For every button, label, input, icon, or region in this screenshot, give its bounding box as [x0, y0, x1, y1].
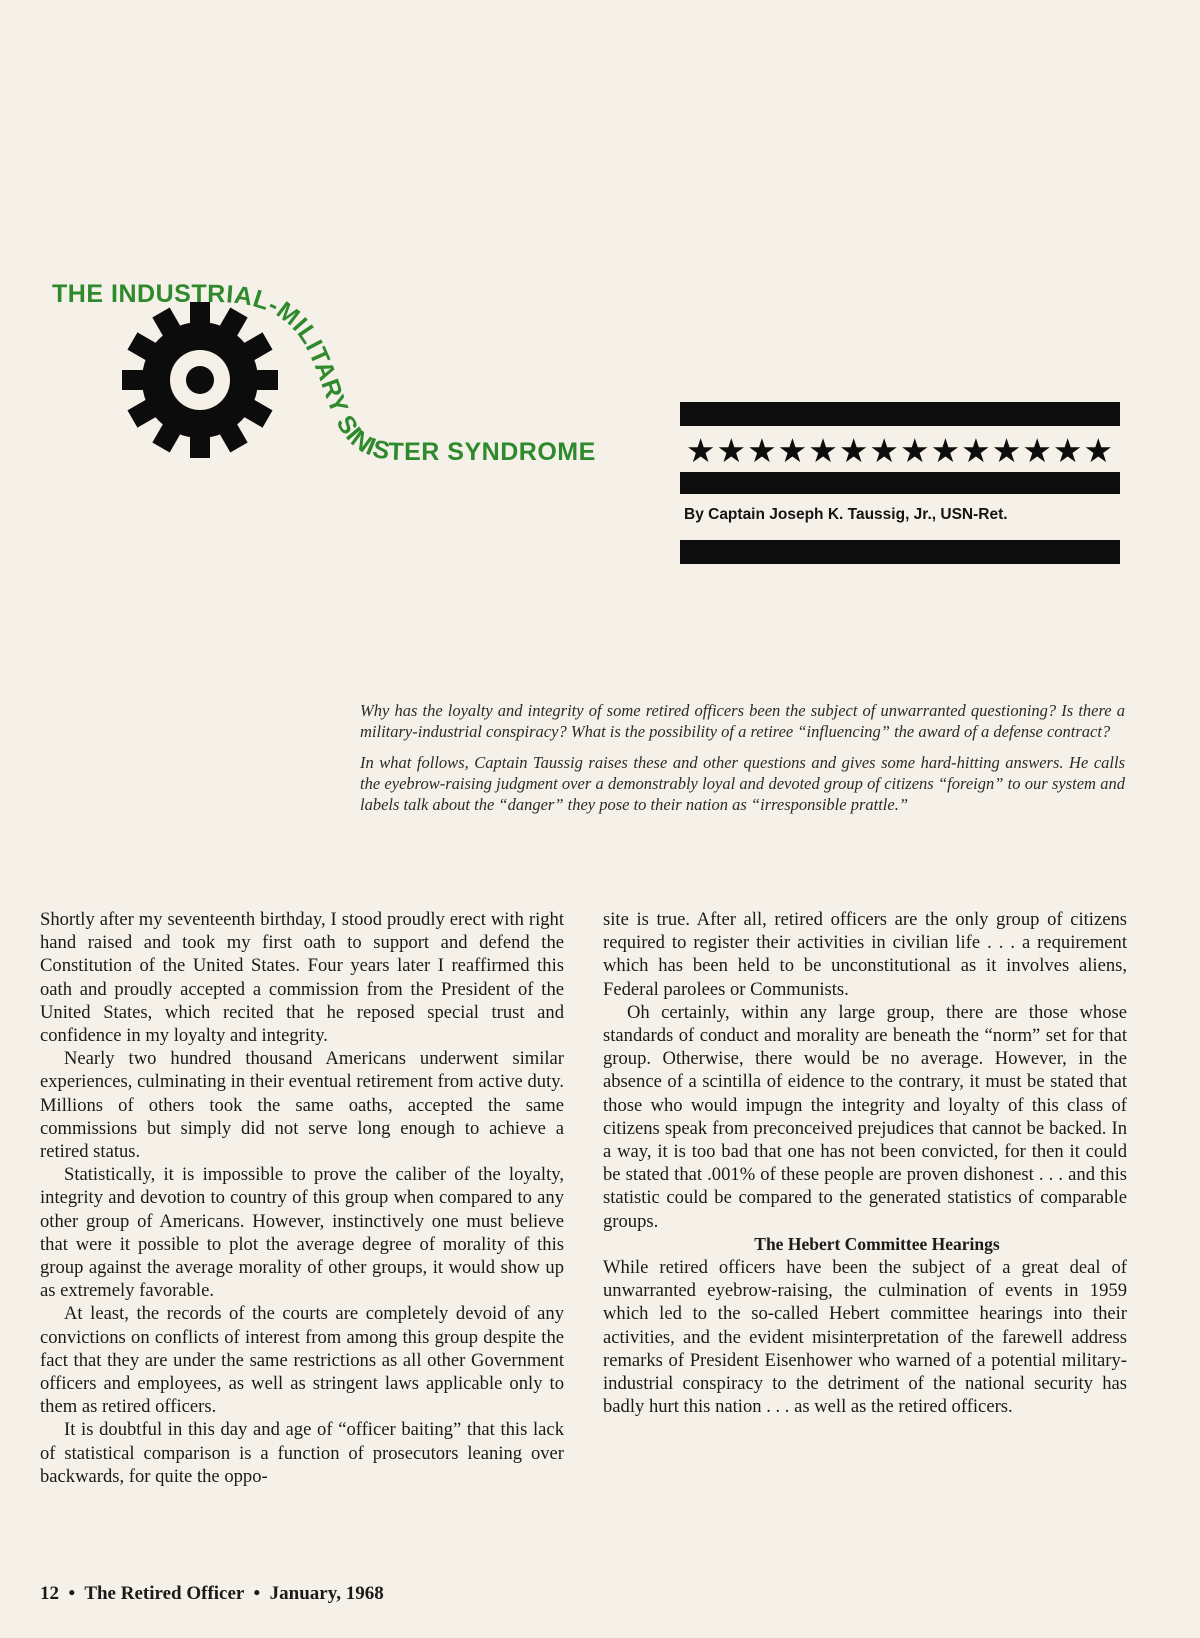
banner-bar-bottom [680, 540, 1120, 564]
body-column-left [40, 908, 564, 1488]
gear-icon [122, 302, 278, 458]
star-row: ★★★★★★★★★★★★★★ [685, 431, 1115, 470]
banner-bar-middle [680, 472, 1120, 494]
intro-paragraph: Why has the loyalty and integrity of some retired officers been the subject of unwarranted questioning? Is there a military-industrial conspiracy? What is the possibility of a retiree “influencing” the award of a defense contract? [360, 701, 1125, 741]
page-number: 12 [40, 1583, 59, 1604]
page-footer: 12 • The Retired Officer • January, 1968 [40, 1583, 384, 1604]
body-paragraph: site is true. After all, retired officers are the only group of citizens required to register their activities in civilian life . . . a requirement which has been held to be unconstitutional as it involves aliens, Federal parolees or Communists. [603, 909, 1127, 1000]
body-paragraph: At least, the records of the courts are completely devoid of any convictions on conflicts of interest from among this group despite the fact that they are under the same restrictions as all other Government officers and employees, as well as stringent laws applicable only to them as retired officers. [40, 1303, 564, 1418]
body-paragraph: Statistically, it is impossible to prove the caliber of the loyalty, integrity and devotion to country of this group when compared to any other group of Americans. However, instinctively one must believe that were it possible to plot the average degree of morality of this group against the average morality of other groups, it would show up as extremely favorable. [40, 1164, 564, 1302]
body-column-right [603, 908, 1127, 1418]
intro-paragraph: In what follows, Captain Taussig raises these and other questions and gives some hard-hitting answers. He calls the eyebrow-raising judgment over a demonstrably loyal and devoted group of citizens “foreign” to our system and labels talk about the “danger” they pose to their nation as “irresponsible prattle.” [360, 753, 1125, 814]
byline: By Captain Joseph K. Taussig, Jr., USN-Ret. [684, 506, 1008, 523]
body-paragraph: Nearly two hundred thousand Americans underwent similar experiences, culminating in their eventual retirement from active duty. Millions of others took the same oaths, accepted the same commissions but simply did not serve long enough to achieve a retired status. [40, 1048, 564, 1163]
body-paragraph: While retired officers have been the subject of a great deal of unwarranted eyebrow-raising, the culmination of events in 1959 which led to the so-called Hebert committee hearings into their activities, and the evident misinterpretation of the farewell address remarks of President Eisenhower who warned of a potential military-industrial conspiracy to the detriment of the national security has badly hurt this nation . . . as well as the retired officers. [603, 1257, 1127, 1418]
intro-deck [360, 700, 1125, 825]
issue-date: January, 1968 [269, 1583, 384, 1604]
section-subheading: The Hebert Committee Hearings [754, 1233, 1000, 1254]
body-paragraph: Oh certainly, within any large group, there are those whose standards of conduct and morality are beneath the “norm” set for that group. Otherwise, there would be no average. However, in the absence of a scintilla of eidence to the contrary, it must be stated that those who would impugn the integrity and loyalty of this class of citizens speak from preconceived prejudices that cannot be backed. In a way, it is too bad that one has not been convicted, for then it could be stated that .001% of these people are proven dishonest . . . and this statistic could be compared to the generated statistics of comparable groups. [603, 1001, 1127, 1232]
title-curved-text: THE INDUSTRIAL-MILITARY SINISTER SYNDROME [52, 279, 596, 467]
banner-bar-top [680, 402, 1120, 426]
body-paragraph: It is doubtful in this day and age of “officer baiting” that this lack of statistical comparison is a function of prosecutors leaning over backwards, for quite the oppo- [40, 1419, 564, 1487]
title-art [40, 260, 680, 520]
publication-name: The Retired Officer [84, 1583, 245, 1604]
body-paragraph: Shortly after my seventeenth birthday, I stood proudly erect with right hand raised and took my first oath to support and defend the Constitution of the United States. Four years later I reaffirmed this oath and proudly accepted a commission from the President of the United States, which recited that he reposed special trust and confidence in my loyalty and integrity. [40, 909, 564, 1047]
